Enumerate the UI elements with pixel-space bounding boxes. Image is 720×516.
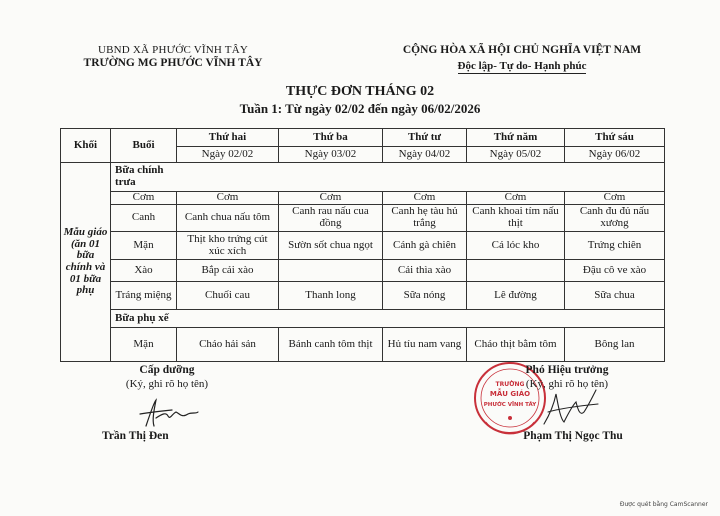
menu-cell: Sữa nóng <box>383 282 467 310</box>
table-row <box>61 260 665 282</box>
handwritten-signature-left <box>132 396 202 432</box>
signer-name-right: Phạm Thị Ngọc Thu <box>523 430 623 442</box>
menu-cell: Cơm <box>467 192 565 205</box>
stamp-line3: PHƯỚC VĨNH TÂY <box>483 402 537 408</box>
national-title: CỘNG HÒA XÃ HỘI CHỦ NGHĨA VIỆT NAM <box>402 44 642 56</box>
row-label: Xào <box>111 260 177 282</box>
menu-cell: Lê đường <box>467 282 565 310</box>
menu-cell: Cá lóc kho <box>467 232 565 260</box>
signer-note-left: (Ký, ghi rõ họ tên) <box>125 378 209 390</box>
agency-name: UBND XÃ PHƯỚC VĨNH TÂY <box>97 44 249 56</box>
day-date: Ngày 02/02 <box>177 147 279 163</box>
scanner-watermark: Được quét bằng CamScanner <box>619 501 708 508</box>
section-main-meal: Bữa chính trưa <box>111 163 665 192</box>
menu-cell: Thịt kho trứng cút xúc xích <box>177 232 279 260</box>
section-snack: Bữa phụ xế <box>111 310 665 328</box>
row-label: Tráng miệng <box>111 282 177 310</box>
school-name: TRƯỜNG MG PHƯỚC VĨNH TÂY <box>83 57 263 69</box>
stamp-line1: TRƯỜNG <box>495 381 525 388</box>
row-label: Cơm <box>111 192 177 205</box>
col-khoi-header: Khối <box>61 129 111 163</box>
menu-cell: Thanh long <box>279 282 383 310</box>
menu-table <box>60 128 665 362</box>
week-range: Tuần 1: Từ ngày 02/02 đến ngày 06/02/2026 <box>239 101 481 116</box>
menu-cell <box>279 260 383 282</box>
national-motto: Độc lập- Tự do- Hạnh phúc <box>457 60 587 72</box>
document-title <box>0 84 720 117</box>
handwritten-signature-right <box>538 384 602 430</box>
menu-cell: Sườn sốt chua ngọt <box>279 232 383 260</box>
day-date: Ngày 05/02 <box>467 147 565 163</box>
row-label: Mặn <box>111 328 177 362</box>
signer-note-right: (Ký, ghi rõ họ tên) <box>525 378 609 390</box>
menu-title: THỰC ĐƠN THÁNG 02 <box>285 84 435 99</box>
menu-cell: Cháo hải sản <box>177 328 279 362</box>
menu-cell: Canh khoai tím nấu thịt <box>467 205 565 232</box>
menu-cell: Đậu cô ve xào <box>565 260 665 282</box>
stamp-line2: MẪU GIÁO <box>489 390 531 398</box>
menu-cell: Canh đu đủ nấu xương <box>565 205 665 232</box>
table-row <box>61 232 665 260</box>
section-snack-row <box>61 310 665 328</box>
day-name: Thứ ba <box>279 129 383 147</box>
table-row <box>61 328 665 362</box>
signer-role-left: Cấp dưỡng <box>139 364 195 376</box>
header-row-days <box>61 129 665 147</box>
menu-cell: Cháo thịt bằm tôm <box>467 328 565 362</box>
menu-cell: Trứng chiên <box>565 232 665 260</box>
menu-cell: Chuối cau <box>177 282 279 310</box>
day-date: Ngày 04/02 <box>383 147 467 163</box>
table-row <box>61 282 665 310</box>
table-row <box>61 205 665 232</box>
day-date: Ngày 03/02 <box>279 147 383 163</box>
col-buoi-header: Buổi <box>111 129 177 163</box>
day-date: Ngày 06/02 <box>565 147 665 163</box>
menu-cell: Canh chua nấu tôm <box>177 205 279 232</box>
table-row <box>61 192 665 205</box>
menu-cell: Cơm <box>565 192 665 205</box>
menu-cell: Cơm <box>177 192 279 205</box>
menu-cell: Bông lan <box>565 328 665 362</box>
menu-cell <box>467 260 565 282</box>
menu-cell: Canh rau nấu cua đồng <box>279 205 383 232</box>
signer-name-left: Trần Thị Đen <box>102 430 169 442</box>
header-left <box>78 44 268 69</box>
row-label: Canh <box>111 205 177 232</box>
menu-cell: Bánh canh tôm thịt <box>279 328 383 362</box>
khoi-label: Mẫu giáo (ăn 01 bữa chính và 01 bữa phụ <box>61 163 111 362</box>
header-right <box>392 44 652 74</box>
menu-cell: Cơm <box>279 192 383 205</box>
day-name: Thứ năm <box>467 129 565 147</box>
menu-cell: Cải thìa xào <box>383 260 467 282</box>
day-name: Thứ hai <box>177 129 279 147</box>
menu-cell: Hủ tíu nam vang <box>383 328 467 362</box>
menu-cell: Bắp cải xào <box>177 260 279 282</box>
menu-cell: Cơm <box>383 192 467 205</box>
menu-cell: Sữa chua <box>565 282 665 310</box>
signer-role-right: Phó Hiệu trưởng <box>525 364 609 376</box>
menu-cell: Cánh gà chiên <box>383 232 467 260</box>
day-name: Thứ sáu <box>565 129 665 147</box>
menu-cell: Canh hẹ tàu hủ trắng <box>383 205 467 232</box>
day-name: Thứ tư <box>383 129 467 147</box>
row-label: Mặn <box>111 232 177 260</box>
signature-left <box>92 364 242 442</box>
section-main-row <box>61 163 665 192</box>
